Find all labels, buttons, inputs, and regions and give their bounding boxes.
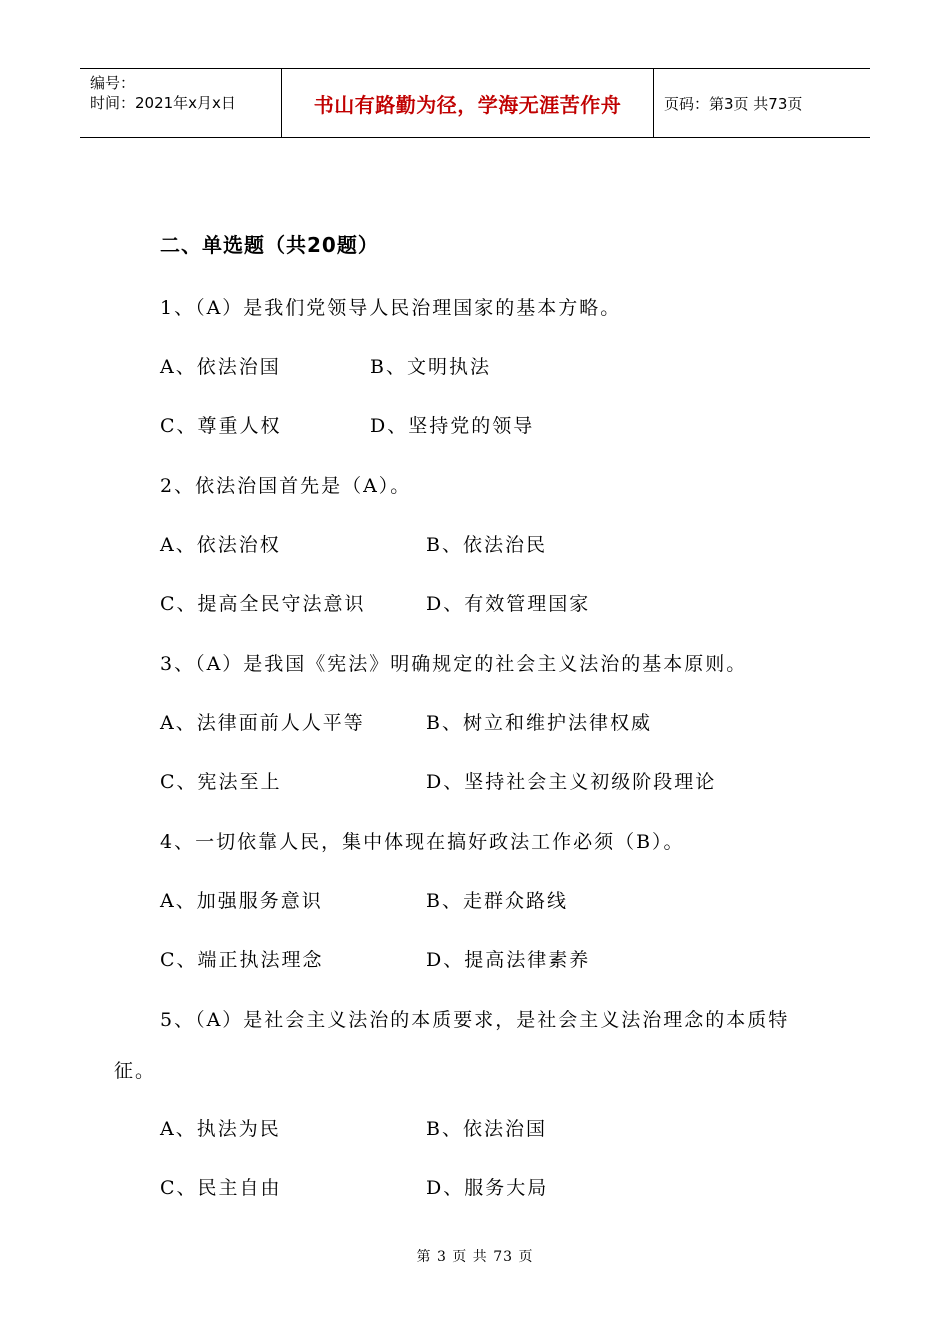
option-a: A、加强服务意识 [160,890,323,912]
header-motto: 书山有路勤为径，学海无涯苦作舟 [313,92,622,117]
option-d: D、服务大局 [426,1177,549,1199]
question-stem-continuation: 征。 [114,1060,157,1082]
option-d: D、坚持党的领导 [370,415,535,437]
option-c: C、端正执法理念 [160,949,324,971]
option-d: D、坚持社会主义初级阶段理论 [426,771,717,793]
option-d: D、提高法律素养 [426,949,591,971]
option-b: B、依法治国 [426,1118,547,1140]
question-stem: 3、（A）是我国《宪法》明确规定的社会主义法治的基本原则。 [160,653,748,675]
header-page-info-cell [654,69,870,137]
option-a: A、法律面前人人平等 [160,712,365,734]
document-time-label: 时间：2021年x月x日 [90,94,236,112]
section-title: 二、单选题（共20题） [160,233,379,257]
question-stem: 4、一切依靠人民，集中体现在搞好政法工作必须（B）。 [160,831,685,853]
option-b: B、走群众路线 [426,890,568,912]
header-page-info: 页码：第3页 共73页 [664,94,803,113]
document-number-label: 编号： [90,74,136,92]
header-meta [80,69,282,137]
option-d: D、有效管理国家 [426,593,591,615]
option-c: C、尊重人权 [160,415,282,437]
option-c: C、提高全民守法意识 [160,593,366,615]
question-stem: 5、（A）是社会主义法治的本质要求，是社会主义法治理念的本质特 [160,1009,790,1031]
option-c: C、宪法至上 [160,771,282,793]
option-b: B、文明执法 [370,356,491,378]
header-motto-cell [282,69,654,137]
option-c: C、民主自由 [160,1177,282,1199]
question-stem: 1、（A）是我们党领导人民治理国家的基本方略。 [160,297,622,319]
page-footer: 第 3 页 共 73 页 [416,1249,534,1265]
page-header [80,68,870,138]
option-b: B、依法治民 [426,534,547,556]
option-a: A、依法治国 [160,356,281,378]
option-b: B、树立和维护法律权威 [426,712,652,734]
option-a: A、依法治权 [160,534,281,556]
question-stem: 2、依法治国首先是（A）。 [160,475,412,497]
option-a: A、执法为民 [160,1118,281,1140]
